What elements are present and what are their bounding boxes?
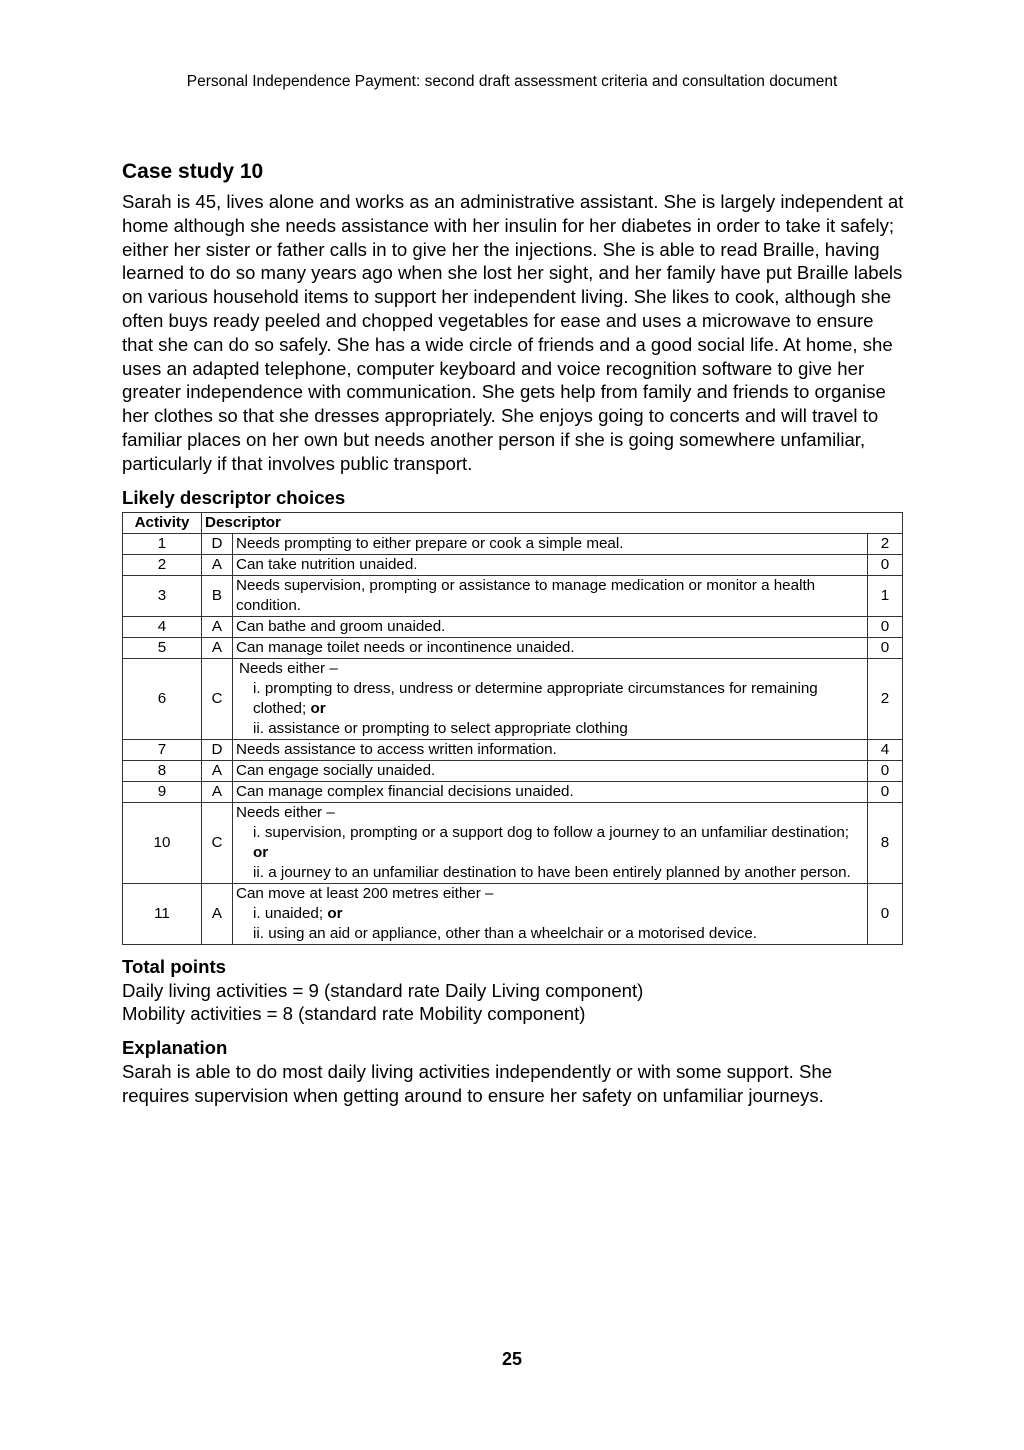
descriptor-text: Needs prompting to either prepare or cook a simple meal. xyxy=(233,533,868,554)
points-value: 2 xyxy=(868,658,903,739)
option-text: i. supervision, prompting or a support dog to follow a journey to an unfamiliar destination; xyxy=(253,823,850,841)
descriptor-option-1 xyxy=(236,904,864,924)
descriptor-code: A xyxy=(202,616,233,637)
descriptor-code: A xyxy=(202,760,233,781)
descriptor-text: Needs supervision, prompting or assistance to manage medication or monitor a health condition. xyxy=(233,575,868,616)
points-value: 0 xyxy=(868,760,903,781)
descriptor-option-2: ii. using an aid or appliance, other than a wheelchair or a motorised device. xyxy=(253,924,758,942)
table-row xyxy=(123,616,903,637)
points-value: 0 xyxy=(868,637,903,658)
explanation-text: Sarah is able to do most daily living activities independently or with some support. She requires supervision when getting around to ensure her safety on unfamiliar journeys. xyxy=(122,1061,833,1106)
descriptor-code: D xyxy=(202,739,233,760)
table-row xyxy=(123,575,903,616)
descriptor-column-header: Descriptor xyxy=(202,512,903,533)
option-text: i. unaided; xyxy=(253,904,324,922)
activity-number: 11 xyxy=(123,883,202,944)
descriptor-option-2: ii. assistance or prompting to select appropriate clothing xyxy=(253,719,628,737)
activity-number: 9 xyxy=(123,781,202,802)
descriptor-options xyxy=(233,658,868,739)
descriptor-text: Can manage complex financial decisions unaided. xyxy=(233,781,868,802)
descriptor-code: A xyxy=(202,781,233,802)
descriptor-option-1 xyxy=(236,679,864,719)
content-area xyxy=(122,158,904,1108)
descriptor-options xyxy=(233,802,868,883)
descriptor-code: A xyxy=(202,637,233,658)
or-keyword: or xyxy=(310,699,326,717)
table-row xyxy=(123,739,903,760)
daily-living-total: Daily living activities = 9 (standard rate Daily Living component) xyxy=(122,979,644,1001)
table-row xyxy=(123,802,903,883)
descriptor-lead: Needs either – xyxy=(239,659,338,677)
total-points-title: Total points xyxy=(122,955,226,977)
points-value: 0 xyxy=(868,616,903,637)
descriptor-table xyxy=(122,512,903,945)
activity-number: 6 xyxy=(123,658,202,739)
points-value: 0 xyxy=(868,883,903,944)
descriptor-section-title: Likely descriptor choices xyxy=(122,486,346,508)
spacer xyxy=(122,1026,904,1036)
activity-number: 4 xyxy=(123,616,202,637)
case-narrative: Sarah is 45, lives alone and works as an administrative assistant. She is largely independent at home although she needs assistance with her insulin for her diabetes in order to take it safely; either her sister or father calls in to give her the injections. She is able to read Braille, having learned to do so many years ago when she lost her sight, and her family have put Braille labels on various household items to support her independent living. She likes to cook, although she often buys ready peeled and chopped vegetables for ease and uses a microwave to ensure that she can do so safely. She has a wide circle of friends and a good social life. At home, she uses an adapted telephone, computer keyboard and voice recognition software to give her greater independence with communication. She gets help from family and friends to organise her clothes so that she dresses appropriately. She enjoys going to concerts and will travel to familiar places on her own but needs another person if she is going somewhere unfamiliar, particularly if that involves public transport. xyxy=(122,191,904,474)
descriptor-options xyxy=(233,883,868,944)
activity-number: 7 xyxy=(123,739,202,760)
case-study-title: Case study 10 xyxy=(122,160,264,183)
points-value: 0 xyxy=(868,554,903,575)
descriptor-code: D xyxy=(202,533,233,554)
descriptor-text: Can engage socially unaided. xyxy=(233,760,868,781)
table-header-row xyxy=(123,512,903,533)
activity-number: 2 xyxy=(123,554,202,575)
table-row xyxy=(123,554,903,575)
or-keyword: or xyxy=(327,904,343,922)
activity-number: 5 xyxy=(123,637,202,658)
page-number: 25 xyxy=(501,1349,523,1369)
descriptor-text: Needs assistance to access written information. xyxy=(233,739,868,760)
descriptor-code: B xyxy=(202,575,233,616)
points-value: 1 xyxy=(868,575,903,616)
spacer xyxy=(122,945,904,955)
descriptor-code: A xyxy=(202,554,233,575)
activity-column-header: Activity xyxy=(123,512,202,533)
descriptor-code: C xyxy=(202,802,233,883)
activity-number: 1 xyxy=(123,533,202,554)
points-value: 2 xyxy=(868,533,903,554)
option-text: i. prompting to dress, undress or determine appropriate circumstances for remaining clothed; xyxy=(253,679,818,717)
table-row xyxy=(123,883,903,944)
descriptor-lead: Can move at least 200 metres either – xyxy=(236,884,494,902)
table-row xyxy=(123,658,903,739)
points-value: 0 xyxy=(868,781,903,802)
running-header: Personal Independence Payment: second draft assessment criteria and consultation document xyxy=(186,73,838,90)
descriptor-lead: Needs either – xyxy=(236,803,335,821)
descriptor-text: Can take nutrition unaided. xyxy=(233,554,868,575)
table-row xyxy=(123,760,903,781)
table-row xyxy=(123,781,903,802)
spacer xyxy=(122,476,904,486)
activity-number: 8 xyxy=(123,760,202,781)
descriptor-text: Can manage toilet needs or incontinence unaided. xyxy=(233,637,868,658)
explanation-title: Explanation xyxy=(122,1037,228,1059)
descriptor-option-1 xyxy=(236,823,864,863)
mobility-total: Mobility activities = 8 (standard rate Mobility component) xyxy=(122,1003,586,1025)
table-row xyxy=(123,533,903,554)
activity-number: 3 xyxy=(123,575,202,616)
points-value: 8 xyxy=(868,802,903,883)
table-row xyxy=(123,637,903,658)
descriptor-code: C xyxy=(202,658,233,739)
points-value: 4 xyxy=(868,739,903,760)
descriptor-text: Can bathe and groom unaided. xyxy=(233,616,868,637)
activity-number: 10 xyxy=(123,802,202,883)
descriptor-option-2: ii. a journey to an unfamiliar destination to have been entirely planned by another person. xyxy=(253,863,851,881)
or-keyword: or xyxy=(253,843,269,861)
descriptor-code: A xyxy=(202,883,233,944)
